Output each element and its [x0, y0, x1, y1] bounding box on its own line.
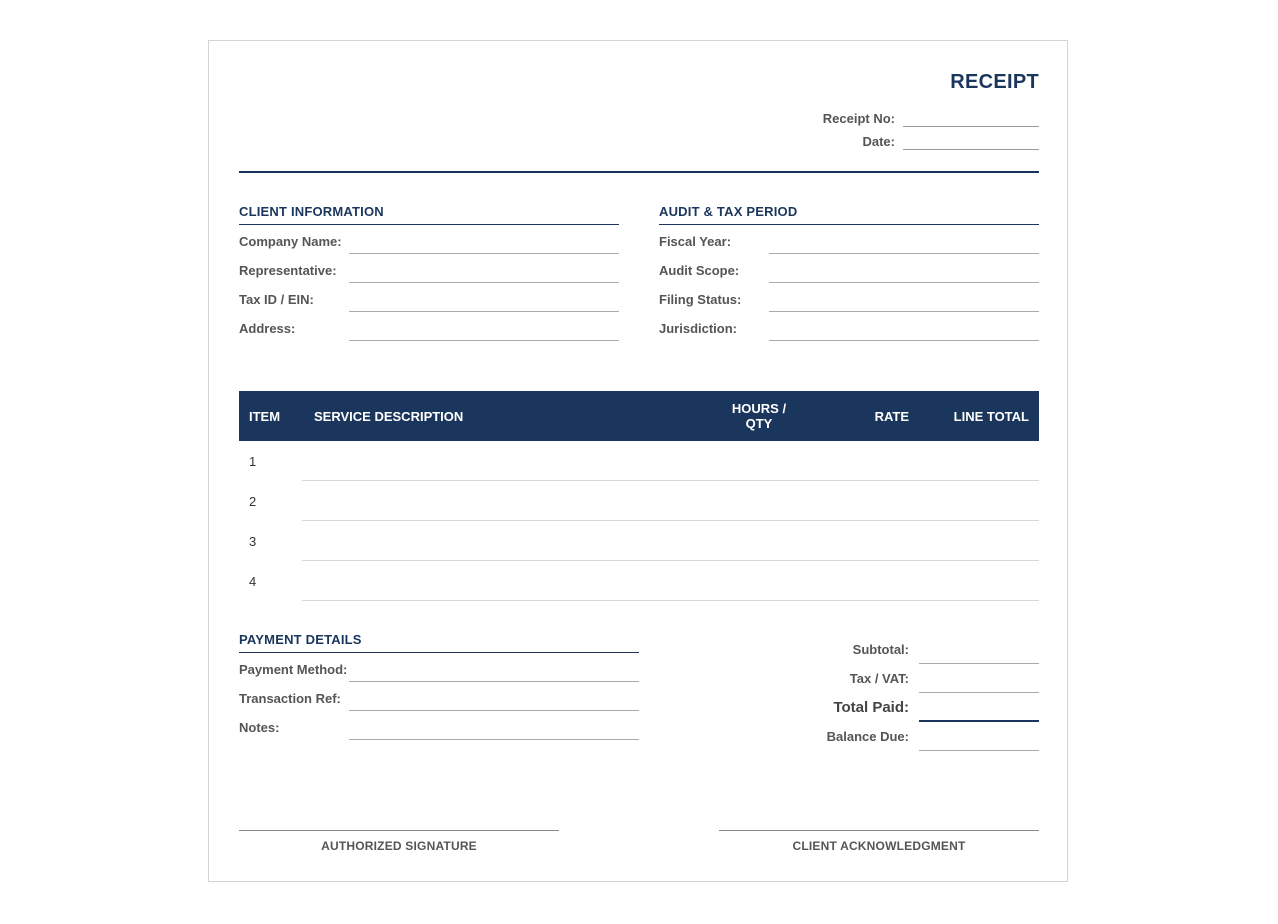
- line-items-table: [239, 391, 1039, 601]
- payment-method-field[interactable]: [349, 661, 639, 682]
- filing-status-field[interactable]: [769, 291, 1039, 312]
- address-row: [239, 312, 619, 341]
- filing-status-label: Filing Status:: [659, 292, 742, 307]
- payment-section: [239, 632, 639, 740]
- representative-field[interactable]: [349, 262, 619, 283]
- client-acknowledgment-label: CLIENT ACKNOWLEDGMENT: [792, 839, 966, 853]
- tax-row: [739, 664, 1039, 693]
- col-rate: RATE: [874, 408, 909, 424]
- row-number: 2: [249, 493, 257, 509]
- client-acknowledgment-block[interactable]: [719, 830, 1039, 853]
- receipt-no-label: Receipt No:: [822, 111, 895, 126]
- date-field[interactable]: [903, 131, 1039, 150]
- transaction-ref-label: Transaction Ref:: [239, 691, 341, 706]
- tax-label: Tax / VAT:: [849, 671, 909, 686]
- transaction-ref-row: [239, 682, 639, 711]
- tax-field[interactable]: [919, 668, 1039, 693]
- subtotal-row: [739, 635, 1039, 664]
- table-row[interactable]: [239, 481, 1039, 521]
- authorized-signature-line: [239, 830, 559, 831]
- row-number: 3: [249, 533, 257, 549]
- audit-period-title: AUDIT & TAX PERIOD: [659, 204, 1039, 225]
- filing-status-row: [659, 283, 1039, 312]
- tax-id-row: [239, 283, 619, 312]
- authorized-signature-label: AUTHORIZED SIGNATURE: [321, 839, 477, 853]
- row-number: 1: [249, 453, 257, 469]
- total-paid-row: [739, 693, 1039, 722]
- table-row[interactable]: [239, 441, 1039, 481]
- totals-section: [739, 635, 1039, 751]
- total-paid-field[interactable]: [919, 696, 1039, 722]
- representative-row: [239, 254, 619, 283]
- authorized-signature-block[interactable]: [239, 830, 559, 853]
- receipt-title: RECEIPT: [950, 71, 1039, 93]
- row-number: 4: [249, 573, 257, 589]
- balance-due-label: Balance Due:: [826, 729, 909, 744]
- balance-due-row: [739, 722, 1039, 751]
- jurisdiction-label: Jurisdiction:: [659, 321, 738, 336]
- col-line-total: LINE TOTAL: [953, 408, 1029, 424]
- company-name-label: Company Name:: [239, 234, 342, 249]
- date-row: [775, 130, 1039, 150]
- payment-method-label: Payment Method:: [239, 662, 348, 677]
- client-acknowledgment-line: [719, 830, 1039, 831]
- client-info-title: CLIENT INFORMATION: [239, 204, 619, 225]
- col-description: SERVICE DESCRIPTION: [314, 408, 464, 424]
- fiscal-year-label: Fiscal Year:: [659, 234, 732, 249]
- client-info-section: [239, 204, 619, 341]
- total-paid-label: Total Paid:: [833, 699, 909, 716]
- table-row[interactable]: [239, 521, 1039, 561]
- notes-field[interactable]: [349, 719, 639, 740]
- row-divider: [302, 600, 1039, 601]
- payment-title: PAYMENT DETAILS: [239, 632, 639, 653]
- notes-row: [239, 711, 639, 740]
- balance-due-field[interactable]: [919, 726, 1039, 751]
- fiscal-year-field[interactable]: [769, 233, 1039, 254]
- address-label: Address:: [239, 321, 296, 336]
- fiscal-year-row: [659, 225, 1039, 254]
- tax-id-field[interactable]: [349, 291, 619, 312]
- payment-method-row: [239, 653, 639, 682]
- audit-scope-label: Audit Scope:: [659, 263, 740, 278]
- audit-period-section: [659, 204, 1039, 341]
- table-row[interactable]: [239, 561, 1039, 601]
- subtotal-label: Subtotal:: [852, 642, 909, 657]
- col-hours-line2: QTY: [745, 416, 773, 431]
- notes-label: Notes:: [239, 720, 280, 735]
- audit-scope-row: [659, 254, 1039, 283]
- transaction-ref-field[interactable]: [349, 690, 639, 711]
- col-hours-qty: [719, 391, 799, 441]
- col-hours-line1: HOURS /: [731, 401, 787, 416]
- date-label: Date:: [862, 134, 895, 149]
- receipt-content: [239, 41, 1039, 881]
- subtotal-field[interactable]: [919, 639, 1039, 664]
- company-name-field[interactable]: [349, 233, 619, 254]
- header-divider: [239, 171, 1039, 173]
- table-header: [239, 391, 1039, 441]
- col-item: ITEM: [249, 408, 281, 424]
- company-name-row: [239, 225, 619, 254]
- jurisdiction-field[interactable]: [769, 320, 1039, 341]
- receipt-no-row: [775, 107, 1039, 127]
- tax-id-label: Tax ID / EIN:: [239, 292, 314, 307]
- audit-scope-field[interactable]: [769, 262, 1039, 283]
- receipt-no-field[interactable]: [903, 108, 1039, 127]
- address-field[interactable]: [349, 320, 619, 341]
- receipt-page: [208, 40, 1068, 882]
- jurisdiction-row: [659, 312, 1039, 341]
- representative-label: Representative:: [239, 263, 337, 278]
